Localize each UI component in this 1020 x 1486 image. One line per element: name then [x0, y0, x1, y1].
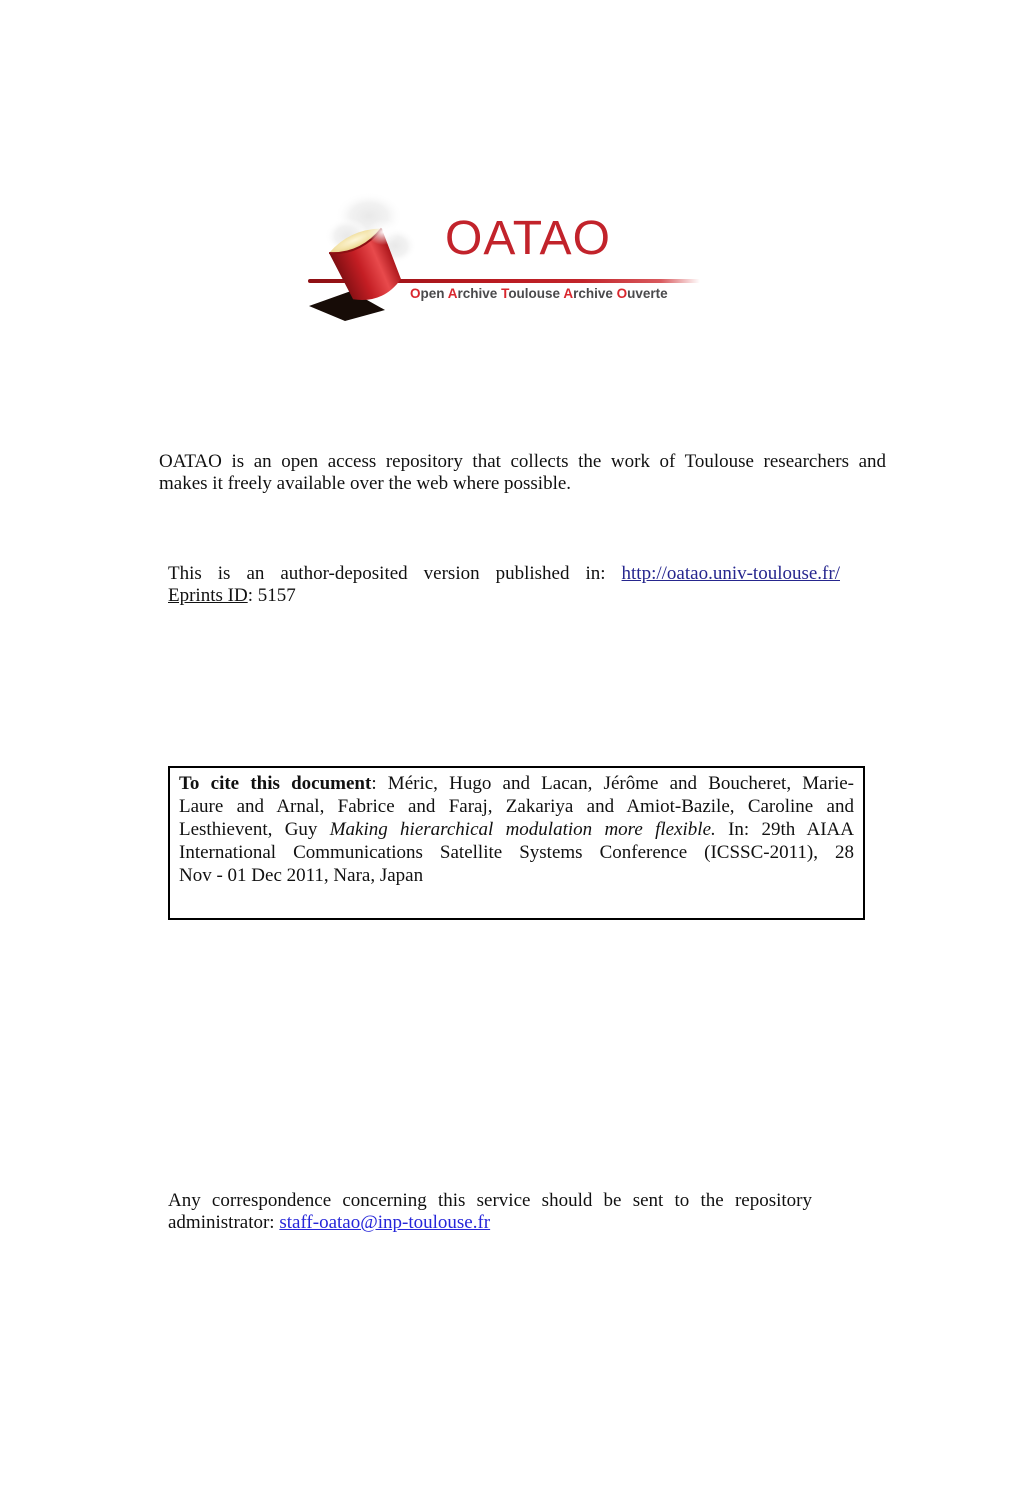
text-segment: rchive — [573, 286, 617, 301]
hyperlink[interactable]: staff-oatao@inp-toulouse.fr — [279, 1212, 491, 1233]
text-line — [168, 1190, 812, 1212]
citation-box — [168, 766, 865, 920]
text-line — [168, 563, 840, 585]
text-line — [159, 473, 886, 495]
text-segment: O — [616, 286, 628, 301]
hyperlink[interactable]: http://oatao.univ-toulouse.fr/ — [621, 563, 840, 584]
text-segment: oulouse — [508, 286, 564, 301]
text-segment: T — [501, 286, 509, 301]
intro-paragraph — [159, 451, 886, 495]
open-red-book-icon — [303, 190, 428, 324]
text-line — [168, 585, 840, 607]
text-segment: A — [447, 286, 458, 301]
text-line — [159, 451, 886, 473]
text-segment: A — [563, 286, 574, 301]
text-segment: O — [410, 286, 421, 301]
text-segment: : 5157 — [247, 585, 296, 606]
text-segment: uverte — [627, 286, 668, 301]
text-segment: rchive — [457, 286, 502, 301]
text-segment: Laure and Arnal, Fabrice and Faraj, Zakariya and Amiot-Bazile, Caroline and — [179, 796, 854, 817]
text-line — [179, 795, 854, 818]
text-segment: : Méric, Hugo and Lacan, Jérôme and Boucheret, Marie- — [371, 773, 854, 794]
deposit-info-paragraph — [168, 563, 840, 607]
text-segment: To cite this document — [179, 773, 372, 794]
text-segment: Any correspondence concerning this service should be sent to the repository — [168, 1190, 812, 1211]
text-segment: OATAO is an open access repository that collects the work of Toulouse researchers and — [159, 451, 886, 472]
text-segment: Nov - 01 Dec 2011, Nara, Japan — [179, 865, 424, 886]
text-segment: makes it freely available over the web where possible. — [159, 473, 572, 494]
text-segment: Lesthievent, Guy — [179, 819, 330, 840]
text-line — [179, 818, 854, 841]
citation-text — [179, 772, 854, 887]
text-segment: This is an author-deposited version published in: — [168, 563, 622, 584]
logo-title: OATAO — [445, 212, 611, 265]
text-line — [410, 286, 700, 301]
text-line — [179, 841, 854, 864]
text-line — [179, 772, 854, 795]
text-segment: Eprints ID — [168, 585, 248, 606]
text-segment: International Communications Satellite Systems Conference (ICSSC-2011), 28 — [179, 842, 854, 863]
text-segment: Making hierarchical modulation more flexible. — [329, 819, 716, 840]
text-line — [179, 864, 854, 887]
text-segment: pen — [420, 286, 448, 301]
text-segment: administrator: — [168, 1212, 280, 1233]
text-segment: In: 29th AIAA — [715, 819, 855, 840]
text-line — [168, 1212, 812, 1234]
oatao-logo — [303, 190, 703, 330]
correspondence-paragraph — [168, 1190, 812, 1234]
logo-subtitle — [410, 286, 700, 301]
